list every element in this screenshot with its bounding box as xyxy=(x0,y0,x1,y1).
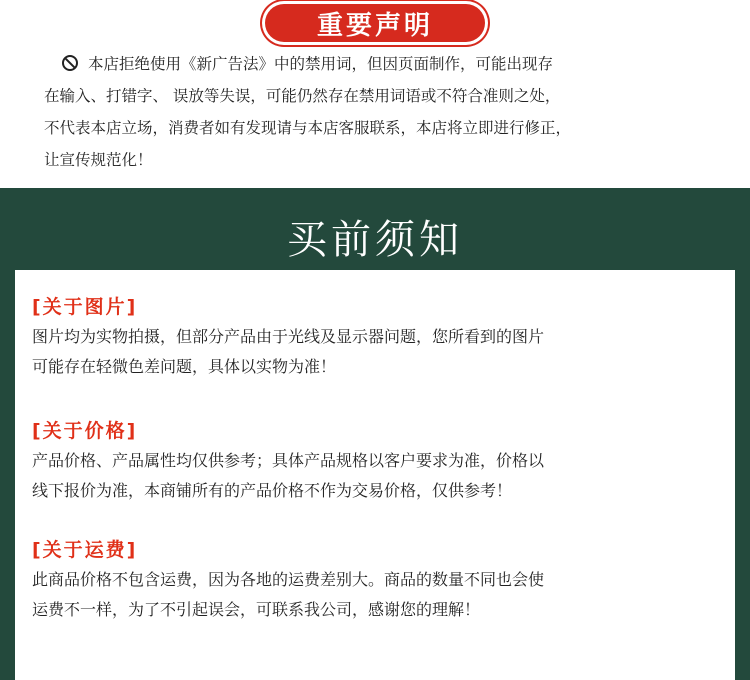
declaration-text xyxy=(44,48,724,176)
purchase-notice-section xyxy=(0,188,750,680)
declaration-line: 不代表本店立场，消费者如有发现请与本店客服联系，本店将立即进行修正， xyxy=(44,119,572,137)
declaration-section xyxy=(0,0,750,188)
notice-card xyxy=(15,270,735,680)
section-text-line: 图片均为实物拍摄，但部分产品由于光线及显示器问题，您所看到的图片 xyxy=(32,327,545,346)
declaration-line: 在输入、打错字、 误放等失误，可能仍然存在禁用词语或不符合准则之处， xyxy=(44,87,561,105)
section-text-line: 运费不一样，为了不引起误会，可联系我公司，感谢您的理解！ xyxy=(32,600,481,619)
section-text-line: 产品价格、产品属性均仅供参考；具体产品规格以客户要求为准，价格以 xyxy=(32,451,545,470)
prohibited-icon xyxy=(62,55,78,71)
declaration-line-text: 本店拒绝使用《新广告法》中的禁用词，但因页面制作，可能出现存 xyxy=(88,55,554,73)
section-text-line: 可能存在轻微色差问题，具体以实物为准！ xyxy=(32,357,337,376)
section-heading: [关于图片] xyxy=(32,296,138,318)
declaration-line xyxy=(44,48,724,80)
declaration-line: 让宣传规范化！ xyxy=(44,151,153,169)
section-pictures xyxy=(32,292,722,382)
section-shipping xyxy=(32,535,722,625)
notice-title: 买前须知 xyxy=(287,217,463,263)
section-text-line: 此商品价格不包含运费，因为各地的运费差别大。商品的数量不同也会使 xyxy=(32,570,545,589)
section-price xyxy=(32,416,722,506)
section-heading: [关于价格] xyxy=(32,420,138,442)
declaration-title: 重要声明 xyxy=(265,4,485,42)
section-heading: [关于运费] xyxy=(32,539,138,561)
section-text-line: 线下报价为准，本商铺所有的产品价格不作为交易价格，仅供参考！ xyxy=(32,481,513,500)
